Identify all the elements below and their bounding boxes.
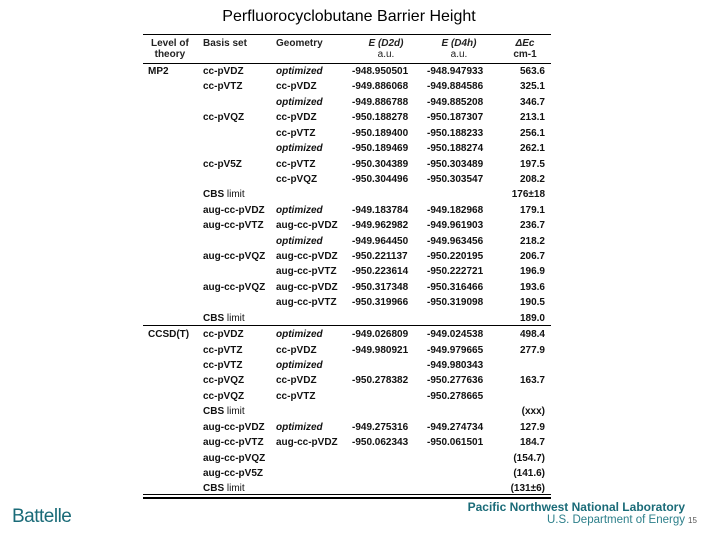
cell-e-d2d: -950.221137 [352,251,408,263]
table-row [143,389,551,404]
cell-basis: cc-pVQZ [203,390,245,402]
header-delta-e [505,38,545,60]
cell-e-d4h: -950.303489 [427,158,484,170]
table-row [143,203,551,218]
cell-geometry: aug-cc-pVTZ [276,266,337,278]
cell-geometry: aug-cc-pVDZ [276,281,338,293]
header-e-d4h [434,38,484,60]
cell-geometry: cc-pVDZ [276,81,317,93]
cell-geometry: optimized [276,235,323,247]
cell-e-d4h: -948.947933 [427,66,484,77]
cell-e-d4h: -950.303547 [427,173,484,185]
table-row [143,95,551,110]
cell-delta: (131±6) [510,483,545,495]
cell-e-d4h: -950.220195 [427,251,484,263]
cell-e-d2d: -949.980921 [352,344,409,356]
table-row [143,126,551,141]
table-row [143,157,551,172]
cell-delta: 179.1 [519,204,545,216]
cell-basis: CBS limit [203,312,245,324]
cell-e-d2d: -949.026809 [352,329,409,341]
table-row [143,141,551,156]
pnnl-logo [468,500,685,526]
cell-basis: CBS limit [203,483,245,495]
header-e-d2d-unit: a.u. [377,49,395,60]
cell-delta: 184.7 [519,437,545,449]
cell-delta: 176±18 [511,189,545,201]
cell-basis: CBS limit [203,406,245,418]
cell-e-d4h: -950.188233 [427,127,484,139]
table-row [143,358,551,373]
cell-geometry: optimized [276,359,323,371]
cell-delta: 262.1 [519,143,545,155]
cell-basis: aug-cc-pVQZ [203,452,266,464]
cell-delta: 197.5 [519,158,545,170]
cell-basis: aug-cc-pVQZ [203,251,266,263]
cell-delta: 196.9 [519,266,545,278]
cell-e-d2d: -949.964450 [352,235,409,247]
table-row [143,451,551,466]
cell-e-d4h: -949.885208 [427,96,484,108]
header-geometry: Geometry [276,38,323,49]
cell-delta: 208.2 [519,173,545,185]
cell-basis: aug-cc-pV5Z [203,467,264,479]
table-row [143,327,551,342]
cell-e-d2d: -950.223614 [352,266,409,278]
cell-e-d2d: -949.886068 [352,81,409,93]
cell-e-d4h: -950.222721 [427,266,484,278]
cell-e-d2d: -949.886788 [352,96,409,108]
cell-basis: cc-pV5Z [203,158,242,170]
cell-e-d4h: -949.884586 [427,81,484,93]
header-delta-label: ΔEc [515,38,535,49]
cell-e-d2d: -950.278382 [352,375,409,387]
table-row [143,481,551,496]
cell-e-d4h: -949.980343 [427,359,484,371]
cell-delta: (xxx) [521,406,545,418]
cell-basis: cc-pVTZ [203,344,243,356]
cell-e-d2d: -949.275316 [352,421,409,433]
cell-delta: 190.5 [519,297,545,309]
cell-delta: 236.7 [519,220,545,232]
table-row [143,172,551,187]
cell-delta: 193.6 [519,281,545,293]
cell-geometry: aug-cc-pVTZ [276,297,337,309]
cell-delta: 498.4 [519,329,545,341]
header-e-d2d-label: E (D2d) [368,38,404,49]
cell-e-d2d: -950.304496 [352,173,409,185]
bottom-rule-2 [143,497,551,499]
cell-e-d4h: -950.187307 [427,112,484,124]
cell-basis: aug-cc-pVDZ [203,204,265,216]
table-row [143,343,551,358]
cell-level: CCSD(T) [148,329,190,341]
cell-e-d4h: -950.278665 [427,390,484,402]
cell-delta: 206.7 [519,251,545,263]
battelle-logo: Battelle [12,506,72,527]
table-row [143,466,551,481]
cell-basis: aug-cc-pVQZ [203,281,266,293]
cell-e-d4h: -949.961903 [427,220,484,232]
cell-e-d4h: -950.061501 [427,437,484,449]
cell-delta: 189.0 [519,312,545,324]
cell-e-d2d: -950.062343 [352,437,409,449]
cell-geometry: optimized [276,421,323,433]
cell-e-d2d: -949.183784 [352,204,409,216]
cell-e-d2d: -950.188278 [352,112,409,124]
cell-delta: (154.7) [513,452,545,464]
cell-geometry: cc-pVTZ [276,158,316,170]
table-row [143,404,551,419]
table-row [143,234,551,249]
header-delta-unit: cm-1 [513,49,537,60]
header-e-d4h-unit: a.u. [450,49,468,60]
cell-e-d2d: -950.189469 [352,143,409,155]
header-level [151,38,189,60]
header-basis: Basis set [203,38,247,49]
table-row [143,218,551,233]
table-row [143,264,551,279]
cell-basis: cc-pVTZ [203,359,243,371]
cell-e-d2d: -949.962982 [352,220,409,232]
cell-e-d4h: -949.274734 [427,421,484,433]
top-rule [143,34,551,35]
cell-delta: 163.7 [519,375,545,387]
cell-basis: cc-pVTZ [203,81,243,93]
cell-basis: aug-cc-pVTZ [203,437,264,449]
cell-e-d4h: -949.979665 [427,344,484,356]
cell-delta: 346.7 [519,96,545,108]
cell-geometry: aug-cc-pVDZ [276,437,338,449]
cell-e-d4h: -949.024538 [427,329,484,341]
cell-geometry: optimized [276,66,323,77]
cell-e-d2d: -950.189400 [352,127,409,139]
cell-delta: 213.1 [519,112,545,124]
cell-delta: 256.1 [519,127,545,139]
header-e-d2d [361,38,411,60]
cell-basis: cc-pVDZ [203,66,244,77]
cell-e-d2d: -950.317348 [352,281,409,293]
cell-geometry: cc-pVTZ [276,127,316,139]
cell-basis: aug-cc-pVTZ [203,220,264,232]
cell-e-d2d: -950.319966 [352,297,409,309]
cell-basis: cc-pVDZ [203,329,244,341]
cell-level: MP2 [148,66,169,77]
cell-e-d4h: -950.319098 [427,297,484,309]
cell-e-d4h: -950.316466 [427,281,484,293]
cell-geometry: cc-pVDZ [276,375,317,387]
cell-geometry: optimized [276,143,323,155]
table-row [143,435,551,450]
table-row [143,311,551,326]
cell-e-d4h: -950.188274 [427,143,484,155]
cell-e-d4h: -949.963456 [427,235,484,247]
cell-delta: 563.6 [519,66,545,77]
cell-geometry: cc-pVTZ [276,390,316,402]
cell-e-d2d: -950.304389 [352,158,409,170]
header-level-line1: Level of [151,38,189,49]
cell-delta: 277.9 [519,344,545,356]
cell-e-d4h: -949.182968 [427,204,484,216]
header-level-line2: theory [154,49,186,60]
table-row [143,420,551,435]
pnnl-name: Pacific Northwest National Laboratory [467,500,685,514]
cell-basis: aug-cc-pVDZ [203,421,265,433]
table-row [143,110,551,125]
cell-geometry: cc-pVDZ [276,112,317,124]
table-row [143,64,551,79]
table-row [143,249,551,264]
table-row [143,79,551,94]
cell-delta: 218.2 [519,235,545,247]
page-number: 15 [688,516,697,525]
cell-e-d4h: -950.277636 [427,375,484,387]
cell-basis: CBS limit [203,189,245,201]
cell-basis: cc-pVQZ [203,112,245,124]
cell-geometry: cc-pVQZ [276,173,318,185]
cell-delta: 127.9 [519,421,545,433]
doe-name: U.S. Department of Energy [546,514,685,526]
table-row [143,280,551,295]
cell-geometry: optimized [276,329,323,341]
cell-e-d2d: -948.950501 [352,66,409,77]
cell-basis: cc-pVQZ [203,375,245,387]
cell-geometry: optimized [276,96,323,108]
cell-delta: (141.6) [513,467,545,479]
cell-geometry: cc-pVDZ [276,344,317,356]
table-row [143,373,551,388]
header-e-d4h-label: E (D4h) [441,38,477,49]
slide-title: Perfluorocyclobutane Barrier Height [222,8,476,25]
cell-geometry: optimized [276,204,323,216]
cell-delta: 325.1 [519,81,545,93]
table-row [143,295,551,310]
cell-geometry: aug-cc-pVDZ [276,251,338,263]
table-row [143,187,551,202]
cell-geometry: aug-cc-pVDZ [276,220,338,232]
